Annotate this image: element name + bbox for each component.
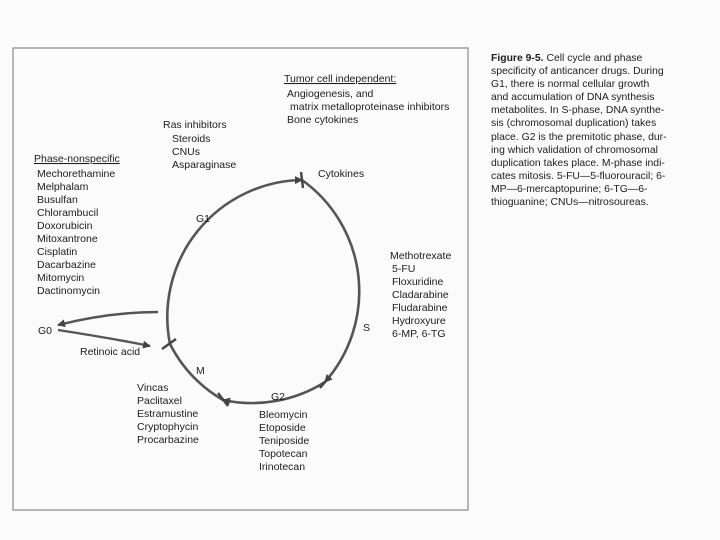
drug-item: Mitoxantrone	[37, 233, 98, 245]
drug-item: Dacarbazine	[37, 259, 96, 271]
drug-item: Vincas	[137, 382, 169, 394]
s-drug-list	[390, 250, 451, 340]
g1-drug-list	[163, 119, 236, 171]
caption-line: place. G2 is the premitotic phase, dur-	[491, 131, 667, 143]
drug-item: Irinotecan	[259, 461, 306, 473]
tick-s-g2	[320, 376, 330, 388]
list-item: matrix metalloproteinase inhibitors	[290, 101, 450, 113]
arrow-to-g0	[58, 312, 158, 325]
drug-item: Fludarabine	[392, 302, 448, 314]
drug-item: Floxuridine	[392, 276, 444, 288]
drug-item: Paclitaxel	[137, 395, 182, 407]
arrow-from-g0	[58, 330, 150, 346]
drug-item: 6-MP, 6-TG	[392, 328, 446, 340]
g2-drug-list	[259, 409, 309, 473]
drug-item: Cladarabine	[392, 289, 449, 301]
retinoic-acid-label: Retinoic acid	[80, 346, 141, 358]
caption-line: sis (chromosomal duplication) takes	[491, 118, 657, 130]
drug-item: Busulfan	[37, 194, 78, 206]
figure-label: Figure 9-5.	[491, 53, 544, 64]
phase-label-g2: G2	[271, 391, 286, 403]
drug-item: Cryptophycin	[137, 421, 199, 433]
arc-m-to-g1	[167, 180, 302, 344]
drug-item: Mechorethamine	[37, 168, 116, 180]
phase-label-g0: G0	[38, 325, 53, 337]
list-item: Angiogenesis, and	[287, 88, 374, 100]
caption-line: MP—6-mercaptopurine; 6-TG—6-	[491, 183, 648, 195]
caption-line: cates mitosis. 5-FU—5-fluorouracil; 6-	[491, 170, 666, 182]
phase-label-m: M	[196, 365, 205, 377]
phase-label-g1: G1	[196, 213, 211, 225]
phase-nonspecific-title: Phase-nonspecific	[34, 153, 120, 165]
caption-line: duplication takes place. M-phase indi-	[491, 157, 665, 169]
cytokines-label: Cytokines	[318, 168, 365, 180]
arc-g1-to-s	[302, 180, 359, 382]
phase-nonspecific-list	[37, 168, 115, 297]
caption-line: G1, there is normal cellular growth	[491, 79, 650, 91]
drug-item: Steroids	[172, 133, 211, 145]
drug-item: Bleomycin	[259, 409, 308, 421]
caption-text: Cell cycle and phase	[546, 53, 643, 64]
drug-item: Asparaginase	[172, 159, 237, 171]
caption-line	[491, 52, 693, 65]
caption-line: specificity of anticancer drugs. During	[491, 66, 664, 78]
drug-item: Cisplatin	[37, 246, 78, 258]
m-drug-list	[137, 382, 199, 446]
caption-line: thioguanine; CNUs—nitrosoureas.	[491, 197, 649, 209]
drug-item: Hydroxyure	[392, 315, 446, 327]
tick-cytokines	[301, 172, 303, 188]
drug-item: Teniposide	[259, 435, 310, 447]
drug-item: Melphalam	[37, 181, 89, 193]
drug-item: CNUs	[172, 146, 200, 158]
drug-item: Dactinomycin	[37, 285, 101, 297]
drug-item: Topotecan	[259, 448, 308, 460]
drug-item: Chlorambucil	[37, 207, 99, 219]
drug-item: Etoposide	[259, 422, 306, 434]
list-item: Bone cytokines	[287, 114, 359, 126]
caption-line: ing which validation of chromosomal	[491, 144, 658, 156]
tumor-cell-independent-list	[287, 88, 449, 126]
caption-line: metabolites. In S-phase, DNA synthe-	[491, 105, 665, 117]
drug-item: Estramustine	[137, 408, 199, 420]
phase-label-s: S	[363, 322, 371, 334]
drug-item: Procarbazine	[137, 434, 199, 446]
drug-item: 5-FU	[392, 263, 416, 275]
drug-item: Ras inhibitors	[163, 119, 227, 131]
tumor-cell-independent-title: Tumor cell independent:	[284, 73, 397, 85]
caption-line: and accumulation of DNA synthesis	[491, 92, 655, 104]
drug-item: Methotrexate	[390, 250, 452, 262]
drug-item: Mitomycin	[37, 272, 85, 284]
figure-caption	[491, 52, 693, 209]
g0-arrows	[58, 312, 158, 346]
drug-item: Doxorubicin	[37, 220, 93, 232]
